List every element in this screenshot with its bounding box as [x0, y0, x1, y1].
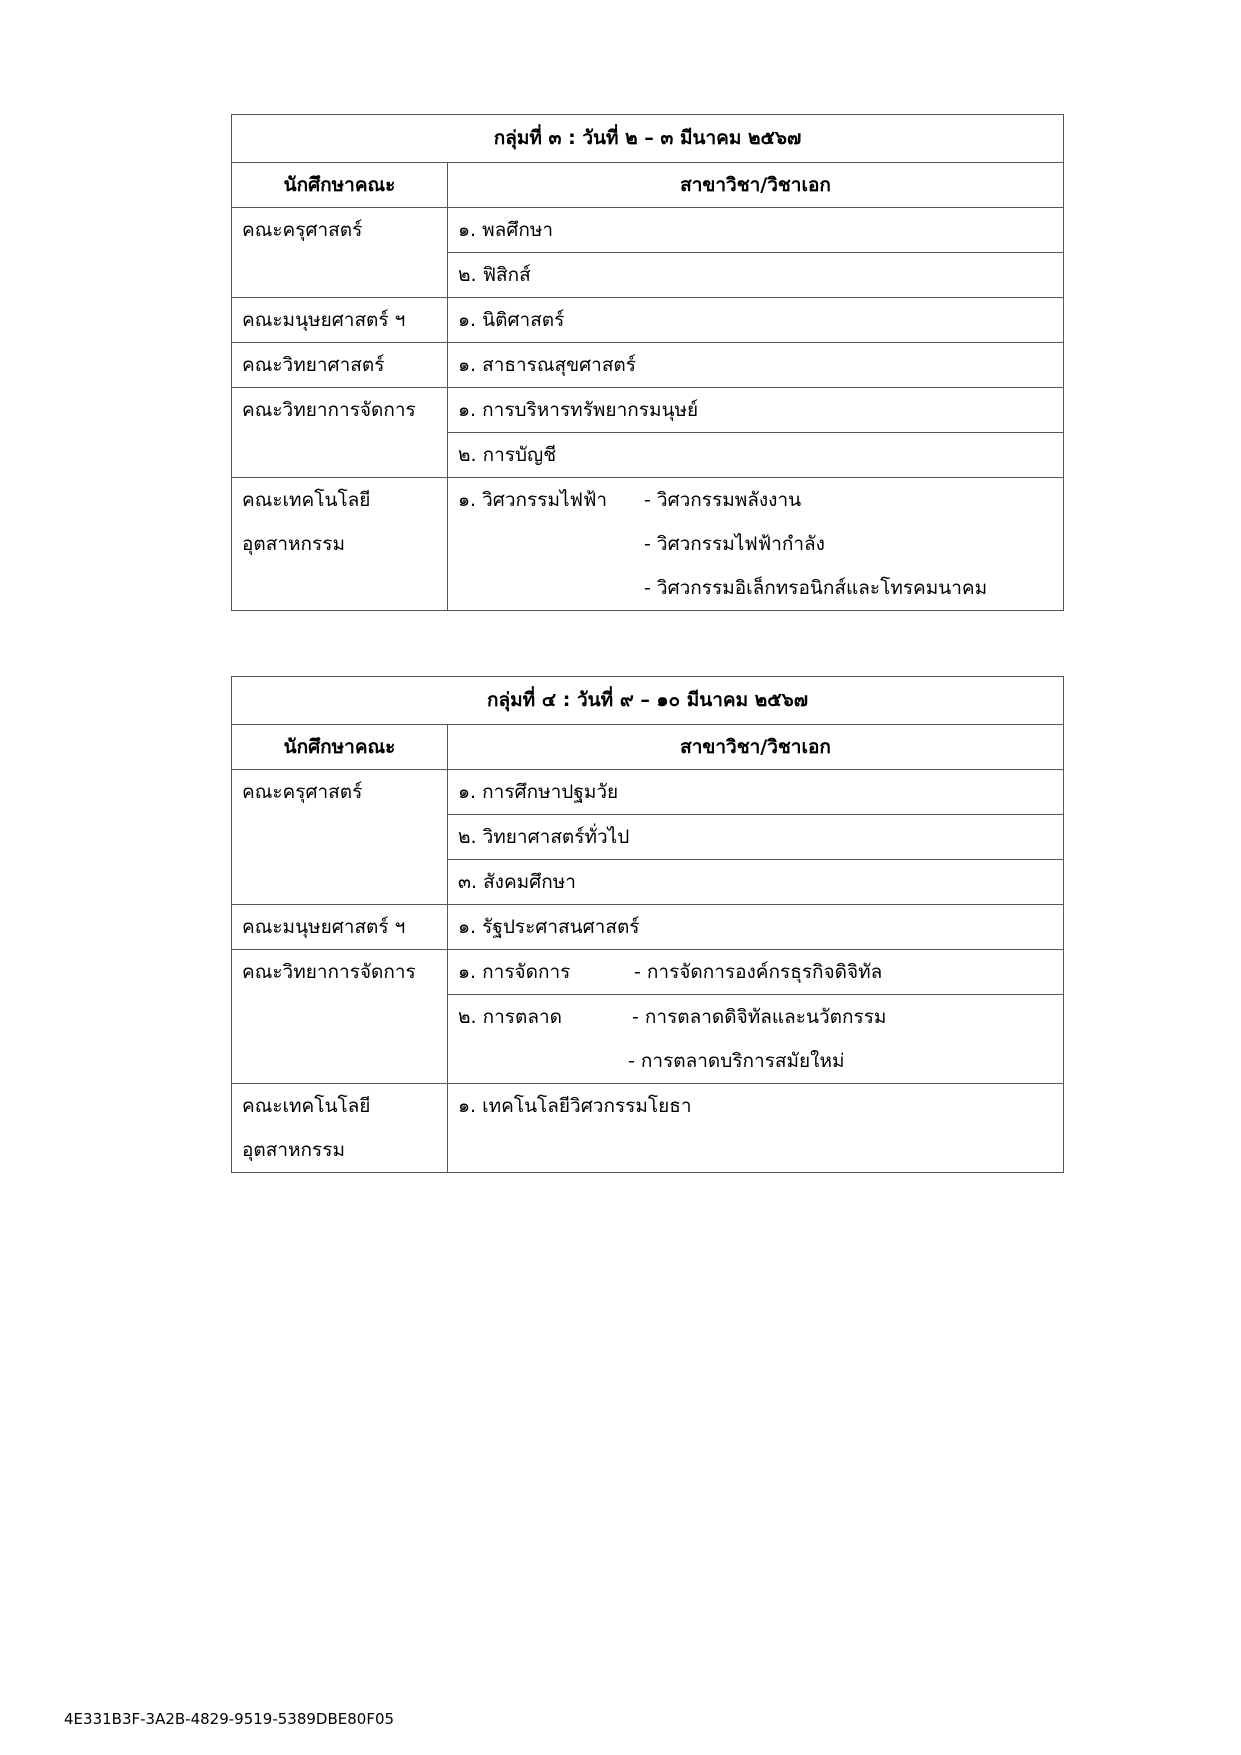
sub-major-item: - วิศวกรรมอิเล็กทรอนิกส์และโทรคมนาคม: [644, 577, 988, 599]
sub-major-item: - วิศวกรรมพลังงาน: [644, 489, 802, 511]
sub-major-item: - การตลาดบริการสมัยใหม่: [628, 1050, 845, 1072]
major-name: ๑. การศึกษาปฐมวัย: [458, 781, 619, 803]
faculty-cell: [232, 905, 448, 950]
major-name: ๓. สังคมศึกษา: [458, 871, 576, 893]
faculty-cell: [232, 388, 448, 478]
schedule-table-group-3: [231, 114, 1064, 611]
table-title: กลุ่มที่ ๓ : วันที่ ๒ – ๓ มีนาคม ๒๕๖๗: [232, 115, 1064, 163]
major-cell: [448, 208, 1064, 253]
major-cell: [448, 253, 1064, 298]
faculty-name-line-1: คณะเทคโนโลยี: [242, 489, 371, 511]
faculty-cell: [232, 478, 448, 611]
faculty-cell: [232, 298, 448, 343]
major-cell: [448, 388, 1064, 433]
faculty-name: คณะมนุษยศาสตร์ ฯ: [242, 916, 406, 938]
schedule-table-group-4: [231, 676, 1064, 1173]
column-header-major: สาขาวิชา/วิชาเอก: [448, 725, 1064, 770]
major-cell: [448, 860, 1064, 905]
major-name: ๒. การตลาด: [458, 1006, 562, 1028]
major-cell: [448, 1084, 1064, 1173]
sub-major-item: - วิศวกรรมไฟฟ้ากำลัง: [644, 533, 825, 555]
faculty-name: คณะวิทยาศาสตร์: [242, 354, 385, 376]
major-name: ๒. การบัญชี: [458, 444, 557, 466]
faculty-cell: [232, 950, 448, 1084]
faculty-name-line-2: อุตสาหกรรม: [242, 533, 345, 555]
major-cell: [448, 995, 1064, 1084]
faculty-name-line-2: อุตสาหกรรม: [242, 1139, 345, 1161]
faculty-name: คณะมนุษยศาสตร์ ฯ: [242, 309, 406, 331]
sub-major-item: - การตลาดดิจิทัลและนวัตกรรม: [632, 1006, 887, 1028]
column-header-major: สาขาวิชา/วิชาเอก: [448, 163, 1064, 208]
major-cell: [448, 905, 1064, 950]
major-name: ๒. ฟิสิกส์: [458, 264, 531, 286]
faculty-name: คณะวิทยาการจัดการ: [242, 961, 416, 983]
faculty-name: คณะวิทยาการจัดการ: [242, 399, 416, 421]
major-cell: [448, 478, 1064, 611]
major-name: ๑. นิติศาสตร์: [458, 309, 565, 331]
faculty-cell: [232, 208, 448, 298]
major-name: ๑. การจัดการ: [458, 961, 571, 983]
document-id: 4E331B3F-3A2B-4829-9519-5389DBE80F05: [64, 1710, 395, 1728]
major-cell: [448, 433, 1064, 478]
column-header-faculty: นักศึกษาคณะ: [232, 163, 448, 208]
major-name: ๑. พลศึกษา: [458, 219, 554, 241]
faculty-cell: [232, 343, 448, 388]
faculty-cell: [232, 770, 448, 905]
major-name: ๑. รัฐประศาสนศาสตร์: [458, 916, 640, 938]
sub-major-list: [628, 995, 887, 1083]
major-name: ๑. วิศวกรรมไฟฟ้า: [458, 489, 608, 511]
faculty-name: คณะครุศาสตร์: [242, 781, 363, 803]
major-cell: [448, 815, 1064, 860]
major-cell: [448, 950, 1064, 995]
sub-major-item: - การจัดการองค์กรธุรกิจดิจิทัล: [634, 961, 883, 983]
faculty-name-line-1: คณะเทคโนโลยี: [242, 1095, 371, 1117]
major-name: ๑. เทคโนโลยีวิศวกรรมโยธา: [458, 1095, 692, 1117]
major-cell: [448, 770, 1064, 815]
faculty-name: คณะครุศาสตร์: [242, 219, 363, 241]
table-title: กลุ่มที่ ๔ : วันที่ ๙ – ๑๐ มีนาคม ๒๕๖๗: [232, 677, 1064, 725]
column-header-faculty: นักศึกษาคณะ: [232, 725, 448, 770]
major-name: ๑. การบริหารทรัพยากรมนุษย์: [458, 399, 699, 421]
major-cell: [448, 298, 1064, 343]
major-name: ๑. สาธารณสุขศาสตร์: [458, 354, 636, 376]
sub-major-list: [644, 478, 987, 610]
major-name: ๒. วิทยาศาสตร์ทั่วไป: [458, 826, 630, 848]
major-cell: [448, 343, 1064, 388]
faculty-cell: [232, 1084, 448, 1173]
